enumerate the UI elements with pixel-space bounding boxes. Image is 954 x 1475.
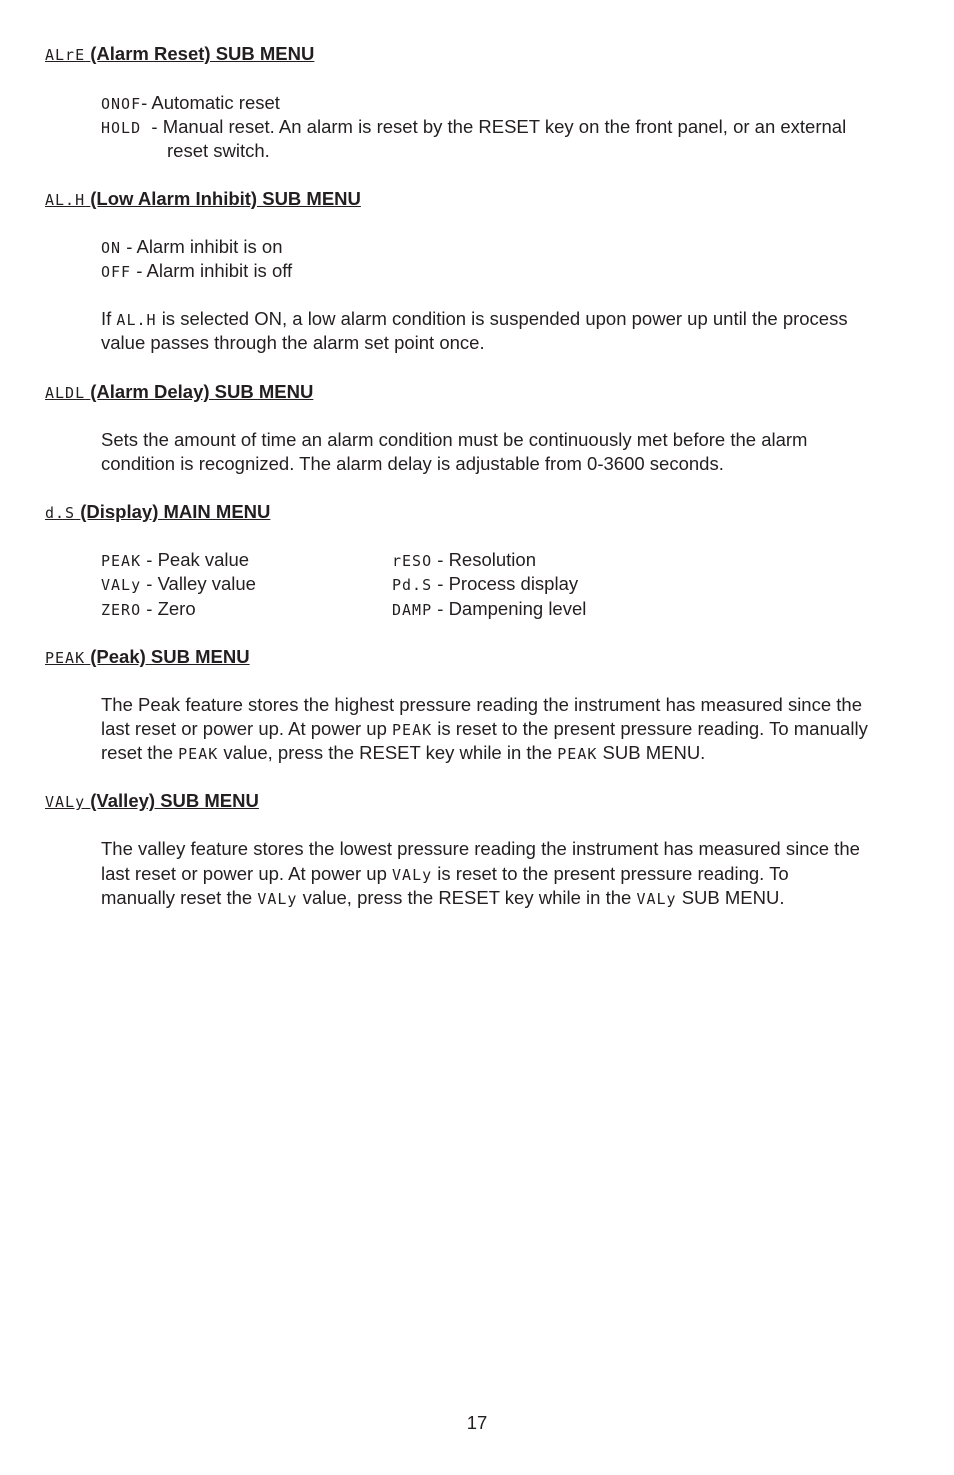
display-title: (Display) MAIN MENU <box>80 501 271 522</box>
display-item-process-display <box>392 572 578 597</box>
alarm-reset-item-onof <box>101 91 280 116</box>
page-number: 17 <box>466 1412 488 1433</box>
valley-line3-text-a: manually reset the <box>101 887 253 908</box>
onof-text: - Automatic reset <box>141 92 280 113</box>
display-code: d.S <box>45 504 76 522</box>
alarm-delay-line1: Sets the amount of time an alarm condition must be continuously met before the alarm <box>101 429 808 450</box>
pds-text: - Process display <box>437 573 579 594</box>
on-code: ON <box>101 239 122 257</box>
valley-line2 <box>101 862 789 887</box>
alarm-delay-heading <box>45 380 313 405</box>
valley-line2-text-a: last reset or power up. At power up <box>101 863 387 884</box>
display-heading <box>45 500 270 525</box>
inhibit-item-off <box>101 259 292 284</box>
display-item-peak <box>101 548 249 573</box>
display-item-resolution <box>392 548 536 573</box>
peak-line3-code2: PEAK <box>557 745 598 763</box>
valley-line2-code: VALy <box>392 866 433 884</box>
low-alarm-inhibit-code: AL.H <box>45 191 86 209</box>
onof-code: ONOF <box>101 95 142 113</box>
valley-line1: The valley feature stores the lowest pressure reading the instrument has measured since the <box>101 838 860 859</box>
inhibit-note-line2: value passes through the alarm set point once. <box>101 332 485 353</box>
on-text: - Alarm inhibit is on <box>126 236 283 257</box>
valley-line3-text-b: value, press the RESET key while in the <box>302 887 632 908</box>
reso-text: - Resolution <box>437 549 536 570</box>
peak-line3-code1: PEAK <box>178 745 219 763</box>
display-item-dampening <box>392 597 586 622</box>
valley-line2-text-b: is reset to the present pressure reading. To <box>437 863 789 884</box>
off-code: OFF <box>101 263 132 281</box>
peak-line3-text-a: reset the <box>101 742 173 763</box>
valy-text: - Valley value <box>146 573 256 594</box>
valley-heading <box>45 789 259 814</box>
alarm-delay-code: ALDL <box>45 384 86 402</box>
valy-code: VALy <box>101 576 142 594</box>
valley-heading-title: (Valley) SUB MENU <box>90 790 259 811</box>
alarm-delay-title: (Alarm Delay) SUB MENU <box>90 381 314 402</box>
zero-text: - Zero <box>146 598 196 619</box>
alarm-reset-code: ALrE <box>45 46 86 64</box>
off-text: - Alarm inhibit is off <box>136 260 293 281</box>
peak-line2-code: PEAK <box>392 721 433 739</box>
peak-heading-title: (Peak) SUB MENU <box>90 646 250 667</box>
peak-line2-text-b: is reset to the present pressure reading. To manually <box>437 718 868 739</box>
peak-line2-text-a: last reset or power up. At power up <box>101 718 387 739</box>
peak-heading <box>45 645 250 670</box>
inhibit-note-code: AL.H <box>116 311 157 329</box>
low-alarm-inhibit-title: (Low Alarm Inhibit) SUB MENU <box>90 188 361 209</box>
alarm-reset-item-hold <box>101 115 846 140</box>
hold-text: - Manual reset. An alarm is reset by the RESET key on the front panel, or an external <box>151 116 847 137</box>
peak-heading-code: PEAK <box>45 649 86 667</box>
peak-line3-text-c: SUB MENU. <box>602 742 706 763</box>
damp-code: DAMP <box>392 601 433 619</box>
valley-heading-code: VALy <box>45 793 86 811</box>
hold-code: HOLD <box>101 119 142 137</box>
peak-text: - Peak value <box>146 549 250 570</box>
inhibit-item-on <box>101 235 283 260</box>
peak-line3-text-b: value, press the RESET key while in the <box>223 742 553 763</box>
valley-line3-code2: VALy <box>636 890 677 908</box>
display-item-valley <box>101 572 256 597</box>
hold-continuation: reset switch. <box>167 140 270 161</box>
pds-code: Pd.S <box>392 576 433 594</box>
zero-code: ZERO <box>101 601 142 619</box>
valley-line3-text-c: SUB MENU. <box>681 887 785 908</box>
alarm-reset-heading <box>45 42 314 67</box>
inhibit-note-text: is selected ON, a low alarm condition is suspended upon power up until the process <box>161 308 848 329</box>
alarm-delay-line2: condition is recognized. The alarm delay is adjustable from 0-3600 seconds. <box>101 453 724 474</box>
inhibit-note-prefix: If <box>101 308 112 329</box>
peak-line3 <box>101 741 705 766</box>
valley-line3-code1: VALy <box>257 890 298 908</box>
display-item-zero <box>101 597 196 622</box>
peak-line2 <box>101 717 868 742</box>
peak-code: PEAK <box>101 552 142 570</box>
reso-code: rESO <box>392 552 433 570</box>
peak-line1: The Peak feature stores the highest pressure reading the instrument has measured since the <box>101 694 862 715</box>
inhibit-note-line1 <box>101 307 848 332</box>
valley-line3 <box>101 886 785 911</box>
damp-text: - Dampening level <box>437 598 587 619</box>
alarm-reset-title: (Alarm Reset) SUB MENU <box>90 43 315 64</box>
low-alarm-inhibit-heading <box>45 187 361 212</box>
